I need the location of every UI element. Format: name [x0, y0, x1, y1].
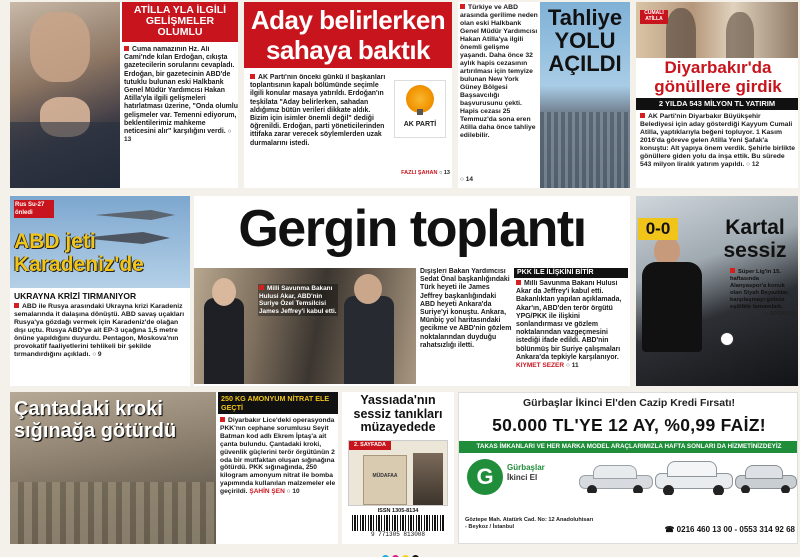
score-text: 0-0 [645, 219, 671, 238]
main-body [420, 268, 512, 384]
ad-title-text: Gürbaşlar İkinci El'den Cazip Kredi Fırsatı! [523, 397, 735, 409]
byline: FAZLI ŞAHAN [401, 170, 438, 176]
headline-text: Diyarbakır'da gönüllere girdik [654, 58, 782, 96]
headline-text: Yassıada'nın sessiz tanıkları müzayedede [353, 394, 443, 434]
ad-offer-text: 50.000 TL'YE 12 AY, %0,99 FAİZ! [492, 415, 766, 435]
page-ref: 13 [124, 136, 132, 144]
story2-body [250, 74, 390, 184]
phone-text: 0216 460 13 00 - 0553 314 92 68 [676, 525, 795, 534]
akparti-logo [394, 80, 446, 138]
car-3 [735, 463, 797, 493]
car-2 [655, 459, 733, 495]
story2-headline [244, 2, 452, 68]
story-main [194, 196, 630, 386]
story7-bar [218, 392, 338, 414]
ad-phone [609, 525, 795, 534]
tag-text: CUMALI ATİLLA [644, 10, 664, 22]
kicker-text: ATİLLA YLA İLGİLİ GELİŞMELER OLUMLU [133, 4, 227, 38]
sport-body: Süper Lig'in 15. haftasında Alanyaspor'a konuk olan Siyah Beyazlılar, karşılaşmayı golsüz eşitlikle tamamladı. ○ SPOR'DA [730, 269, 796, 317]
headline-text: Kartal sessiz [723, 216, 787, 262]
story7-body: Diyarbakır Lice'deki operasyonda PKK'nın cephane sorumlusu Seyit Batman kod adlı Ekrem İptaş'a ait çanta bulundu. Çantadaki kroki, güvenlik güçlerini terör örgütünün 2 oda bir mutfaktan oluşan sığınağına götürdü. PKK sığınağında, 250 kilogram amonyum nitrat ile bomba yapımında kullanılan malzemeler ele geçirildi. ŞAHİN ŞEN ○ 10 [220, 417, 336, 496]
headline-text: Tahliye YOLU AÇILDI [547, 6, 623, 75]
page-tag-text: 2. SAYFADA [354, 442, 386, 448]
score-box [638, 218, 678, 240]
byline: KIYMET SEZER [516, 362, 565, 370]
story4-headline [638, 58, 798, 96]
story4-body-text: AK Parti'nin Diyarbakır Büyükşehir Belediyesi için aday gösterdiği Kayyum Cumali Atilla, yaptıklarıyla beğeni topluyor. 1 Kasım 2016'da göreve gelen Atilla Yeni Şafak'a konuştu: Alt yapıya önem verdik. Şehirle birlikte gönüllere giden yolu da inşa ettik. Bu sürede 543 milyon liralık yatırım yapıldı. [640, 113, 795, 168]
headline-text: Aday belirlerken sahaya baktık [250, 5, 446, 65]
story5-body-text: ABD ile Rusya arasındaki Ukrayna krizi Karadeniz semalarında it dalaşına dönüştü. ABD savaş uçakları Rusya'ya gözdağı vermek için Karadeniz'de olağan dışı uçtu. Rusya ABD'ye ait EP-3 uçağına 1,5 metre önüne yapıldığını duyurdu. Pentagon, Moskova'nın provokatif faaliyetlerini tehlikeli bir şekilde tırmandırdığını açıkladı. [14, 303, 185, 358]
page-ref: 14 [465, 176, 473, 183]
caption-text: Milli Savunma Bakanı Hulusi Akar, ABD'nin Suriye Özel Temsilcisi James Jeffrey'i kabul etti. [259, 285, 337, 315]
registration-marks [382, 549, 438, 557]
tag-text: Rus Su-27 önledi [15, 202, 45, 216]
story7-body-text: Diyarbakır Lice'deki operasyonda PKK'nın cephane sorumlusu Seyit Batman kod adlı Ekrem İptaş'a ait çanta bulundu. Çantadaki kroki, güvenlik güçlerini terör örgütünün 2 oda bir mutfaktan oluşan sığınağına götürdü. PKK sığınağında, 250 kilogram amonyum nitrat ile bomba yapımında kullanılan malzemeler ele geçirildi. [220, 417, 336, 496]
ad-title [459, 397, 798, 409]
story4-subbar [636, 98, 798, 110]
main-caption [258, 284, 338, 316]
pkk-bar-text: PKK İLE İLİŞKİNİ BİTİR [517, 269, 594, 276]
barcode-bars [352, 515, 444, 531]
page-ref: 11 [571, 362, 579, 370]
book-photo [348, 440, 448, 506]
story5-subhead [14, 291, 190, 301]
ad-address [465, 517, 595, 531]
story-yassiada [342, 392, 454, 544]
ad-gurbaslar [458, 392, 798, 544]
sport-headline [712, 216, 798, 262]
barcode-digits: 9 771305 813008 [370, 531, 425, 538]
story3-page: ○ 14 [460, 176, 473, 183]
main-headline [196, 196, 628, 262]
page-ref: 9 [97, 351, 102, 358]
story-kroki [10, 392, 338, 544]
story-abd-jeti [10, 196, 190, 386]
ad-brand [507, 463, 577, 483]
page-ref: 10 [292, 488, 300, 496]
subhead-text: UKRAYNA KRİZİ TIRMANIYOR [14, 291, 137, 301]
section-ref: SPOR'DA [769, 311, 796, 317]
headline-text: ABD jeti Karadeniz'de [14, 230, 144, 276]
pkk-body-text: Milli Savunma Bakanı Hulusi Akar da Jeffrey'i kabul etti. Bakanlıktan yapılan açıklamada, Akar'ın, ABD'den terör örgütü YPG/PKK ile ilişkini sonlandırması ve gözlem noktalarından vazgeçmesini istediği ifade edildi. ABD'nin bölünmüş bir Suriye çalışmaları Ankara'da tepkiyle karşılanıyor. [516, 280, 622, 361]
story3-body-text: Türkiye ve ABD arasında gerilime neden olan eski Halkbank Genel Müdür Yardımcısı Hakan Atilla'ya ilgili önemli gelişme yaşandı. Daha önce 32 aylık hapis cezasının artırılması için temyize bulunan New York Güney Bölgesi Başsavcılığı başvurusunu çekti. Hapis cezası 25 Temmuz'da sona eren Atilla daha önce tahliye edilebilir. [460, 4, 538, 139]
headline-text: Çantadaki kroki sığınağa götürdü [14, 398, 177, 442]
address-text: Göztepe Mah. Atatürk Cad. No: 12 Anadoluhisarı - Beykoz / İstanbul [465, 517, 594, 530]
sport-body-text: Süper Lig'in 15. haftasında Alanyaspor'a konuk olan Siyah Beyazlılar, karşılaşmayı golsüz eşitlikle tamamladı. [730, 269, 789, 310]
main-body-text: Dışişleri Bakan Yardımcısı Sedat Önal başkanlığındaki Türk heyeti ile James Jeffrey başkanlığındaki ABD heyeti Ankara'da Suriye'yi konuştu. Ankara, Münbiç yol haritasındaki gecikme ve ABD'nin gözlem noktalarından duyduğu rahatsızlığı iletti. [420, 268, 512, 349]
headline-text: Gergin toplantı [238, 200, 586, 258]
page-ref: 13 [443, 170, 450, 176]
ad-bar [459, 441, 798, 453]
story2-body-text: AK Parti'nin önceki günkü il başkanları toplantısının kapalı bölümünde seçimle ilgili konular masaya yatırıldı. Erdoğan'ın teşkilata "Aday belirlerken, sahadan aldığımız bütün verileri dikkate aldık. Bizim için isimler önemli değil" dediği öğrenildi. Erdoğan, parti yöneticilerinden ittifaka zarar verecek söylemlerden uzak durmalarını istedi. [250, 74, 386, 147]
story4-tag [640, 10, 668, 24]
story-tahliye [458, 2, 630, 188]
pkk-body: Milli Savunma Bakanı Hulusi Akar da Jeffrey'i kabul etti. Bakanlıktan yapılan açıklamada, Akar'ın, ABD'den terör örgütü YPG/PKK ile ilişkini sonlandırması ve gözlem noktalarından vazgeçmesini istediği ifade edildi. ABD'nin bölünmüş bir Suriye çalışmaları Ankara'da tepkiyle karşılanıyor. KIYMET SEZER ○ 11 [516, 280, 622, 370]
story7-headline [14, 398, 214, 442]
jet-icon [95, 210, 175, 220]
erdogan-photo [10, 2, 120, 188]
pkk-bar [514, 268, 628, 278]
subbar-text: 2 YILDA 543 MİLYON TL YATIRIM [658, 99, 776, 108]
byline: ŞAHİN ŞEN [249, 488, 285, 496]
story5-body: ABD ile Rusya arasındaki Ukrayna krizi Karadeniz semalarında it dalaşına dönüştü. ABD savaş uçakları Rusya'ya gözdağı vermek için Karadeniz'de olağan dışı uçtu. Rusya ABD'ye ait EP-3 uçağına 1,5 metre önüne yapıldığını duyurdu. Pentagon, Moskova'nın provokatif faaliyetlerini tehlikeli bir şekilde tırmandırdığını açıkladı. ○ 9 [14, 303, 185, 358]
story4-body: AK Parti'nin Diyarbakır Büyükşehir Belediyesi için aday gösterdiği Kayyum Cumali Atilla, yaptıklarıyla beğeni topluyor. 1 Kasım 2016'da göreve gelen Atilla Yeni Şafak'a konuştu: Alt yapıya önem verdik. Şehirle birlikte gönüllere giden yolu da inşa ettik. Bu sürede 543 milyon liralık yatırım yapıldı. ○ 12 [640, 113, 795, 168]
page-tag [349, 441, 391, 450]
logo-letter: G [476, 464, 494, 489]
story2-byline: FAZLI ŞAHAN ○ 13 [401, 170, 450, 176]
brand-sub: İkinci El [507, 473, 538, 482]
bulb-icon [406, 85, 434, 113]
story-sport [636, 196, 798, 386]
barcode [348, 508, 448, 542]
logo-text: AK PARTİ [403, 121, 437, 128]
story3-body [460, 4, 538, 174]
story-body: Cuma namazının Hz. Ali Cami'nde kılan Erdoğan, cıkışta gazetecilerin sorularını cevapladı. Erdoğan, bir gazetecinin ABD'de tutuklu bulunan eski Halkbank Genel Müdür Yardımcısı Hakan Atilla'yla ilgili gelişmeleri hatırlatması üzerine, "Onda olumlu gelişmeler var. Temenni ediyorum, beklentilerimiz mahkeme neticesini alır" karşılığını verdi. ○ 13 [124, 46, 238, 144]
story-erdogan [10, 2, 238, 188]
story-diyarbakir [636, 2, 798, 188]
issn-text: ISSN 1305-8134 [377, 508, 419, 514]
story5-tag [14, 200, 54, 218]
book-title: MÜDAFAA [372, 473, 398, 479]
ad-offer [459, 415, 798, 436]
ad-bar-text: TAKAS İMKANLARI VE HER MARKA MODEL ARAÇLARIMIZLA HAFTA SONLARI DA HİZMETİNİZDEYİZ [476, 443, 782, 450]
bar-text: 250 KG AMONYUM NİTRAT ELE GEÇTİ [221, 394, 330, 412]
story5-headline [14, 230, 190, 276]
story1-body-text: Cuma namazının Hz. Ali Cami'nde kılan Erdoğan, cıkışta gazetecilerin sorularını cevapladı. Erdoğan, bir gazetecinin ABD'de tutuklu bulunan eski Halkbank Genel Müdür Yardımcısı Hakan Atilla'yla ilgili gelişmeleri hatırlatması üzerine, "Onda olumlu gelişmeler var. Temenni ediyorum, beklentilerimiz mahkeme neticesini alır" karşılığını verdi. [124, 46, 238, 136]
brand-name: Gürbaşlar [507, 463, 545, 472]
car-1 [579, 463, 653, 493]
phone-icon: ☎ [664, 525, 677, 534]
story8-headline [344, 394, 452, 435]
ball-icon [720, 332, 734, 346]
story-aday [244, 2, 452, 188]
story3-headline [542, 6, 628, 75]
story-kicker [122, 2, 238, 42]
gurbaslar-logo-icon [467, 459, 503, 495]
page-ref: 12 [751, 161, 760, 168]
